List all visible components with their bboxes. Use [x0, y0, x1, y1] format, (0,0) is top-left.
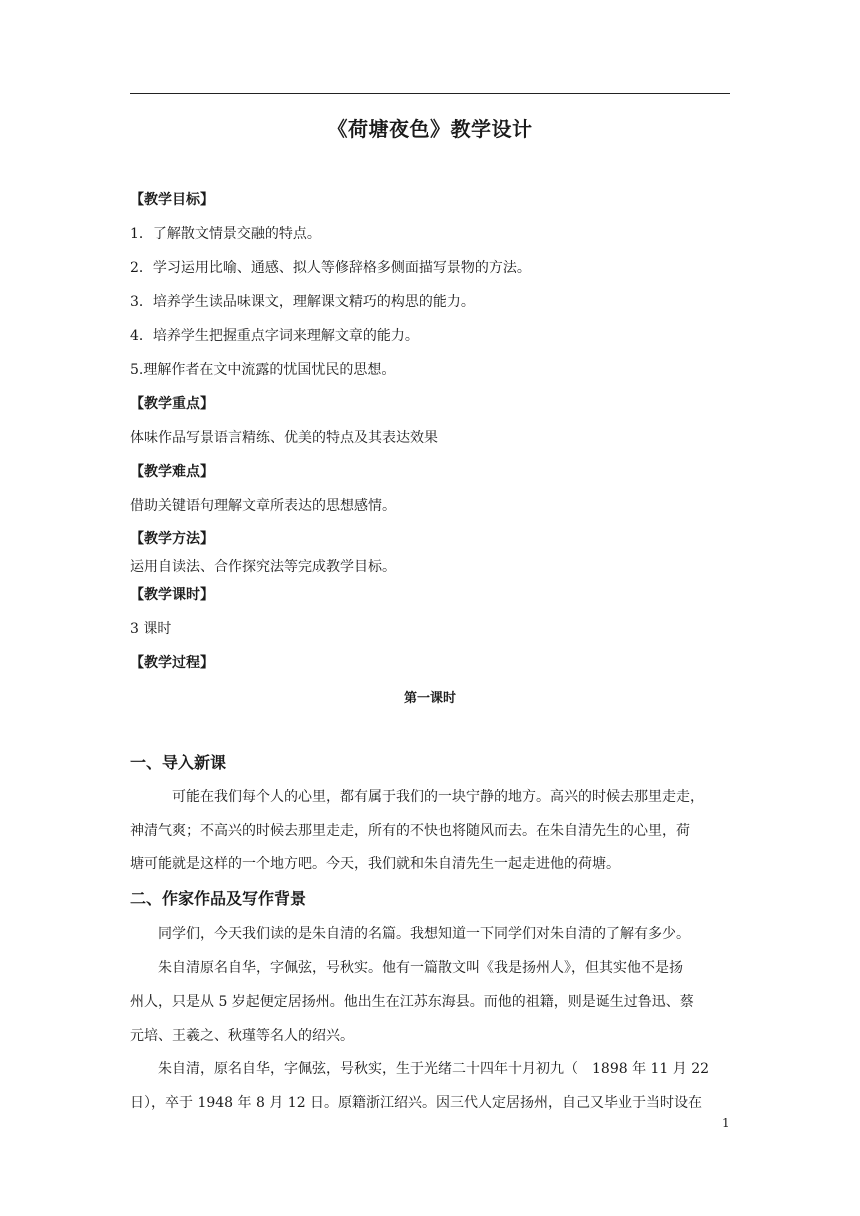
- section-heading-background: 二、作家作品及写作背景: [130, 889, 307, 908]
- paragraph-line: 同学们，今天我们读的是朱自清的名篇。我想知道一下同学们对朱自清的了解有多少。: [158, 926, 690, 942]
- difficulties-text: 借助关键语句理解文章所表达的思想感情。: [130, 498, 396, 514]
- process-heading: 【教学过程】: [130, 655, 214, 671]
- paragraph-line: 日），卒于 1948 年 8 月 12 日。原籍浙江绍兴。因三代人定居扬州，自己又毕业于当时设在: [130, 1095, 703, 1111]
- key-points-text: 体味作品写景语言精练、优美的特点及其表达效果: [130, 430, 438, 446]
- objective-item: 3．培养学生读品味课文，理解课文精巧的构思的能力。: [130, 294, 475, 310]
- paragraph-line: 神清气爽；不高兴的时候去那里走走，所有的不快也将随风而去。在朱自清先生的心里，荷: [130, 823, 690, 839]
- objective-item: 5.理解作者在文中流露的忧国忧民的思想。: [130, 362, 396, 378]
- lesson-title: 第一课时: [403, 691, 456, 706]
- hours-heading: 【教学课时】: [130, 587, 214, 603]
- paragraph-line: 朱自清，原名自华，字佩弦，号秋实，生于光绪二十四年十月初九（ 1898 年 11 月 22: [158, 1061, 710, 1077]
- methods-text: 运用自读法、合作探究法等完成教学目标。: [130, 559, 396, 575]
- hours-text: 3 课时: [130, 621, 172, 637]
- difficulties-heading: 【教学难点】: [130, 464, 214, 480]
- paragraph-line: 可能在我们每个人的心里，都有属于我们的一块宁静的地方。高兴的时候去那里走走，: [172, 789, 704, 805]
- page-number: 1: [722, 1116, 730, 1130]
- objectives-heading: 【教学目标】: [130, 192, 214, 208]
- objective-item: 4．培养学生把握重点字词来理解文章的能力。: [130, 328, 419, 344]
- objective-item: 2．学习运用比喻、通感、拟人等修辞格多侧面描写景物的方法。: [130, 260, 531, 276]
- document-title: 《荷塘夜色》教学设计: [327, 117, 533, 141]
- header-rule: [130, 93, 730, 94]
- paragraph-line: 塘可能就是这样的一个地方吧。今天，我们就和朱自清先生一起走进他的荷塘。: [130, 856, 620, 872]
- paragraph-line: 朱自清原名自华，字佩弦，号秋实。他有一篇散文叫《我是扬州人》，但其实他不是扬: [158, 960, 683, 976]
- paragraph-line: 州人，只是从 5 岁起便定居扬州。他出生在江苏东海县。而他的祖籍，则是诞生过鲁迅、蔡: [130, 994, 694, 1010]
- key-points-heading: 【教学重点】: [130, 396, 214, 412]
- objective-item: 1．了解散文情景交融的特点。: [130, 226, 321, 242]
- section-heading-intro: 一、导入新课: [130, 753, 227, 772]
- paragraph-line: 元培、王羲之、秋瑾等名人的绍兴。: [130, 1028, 354, 1044]
- methods-heading: 【教学方法】: [130, 531, 214, 547]
